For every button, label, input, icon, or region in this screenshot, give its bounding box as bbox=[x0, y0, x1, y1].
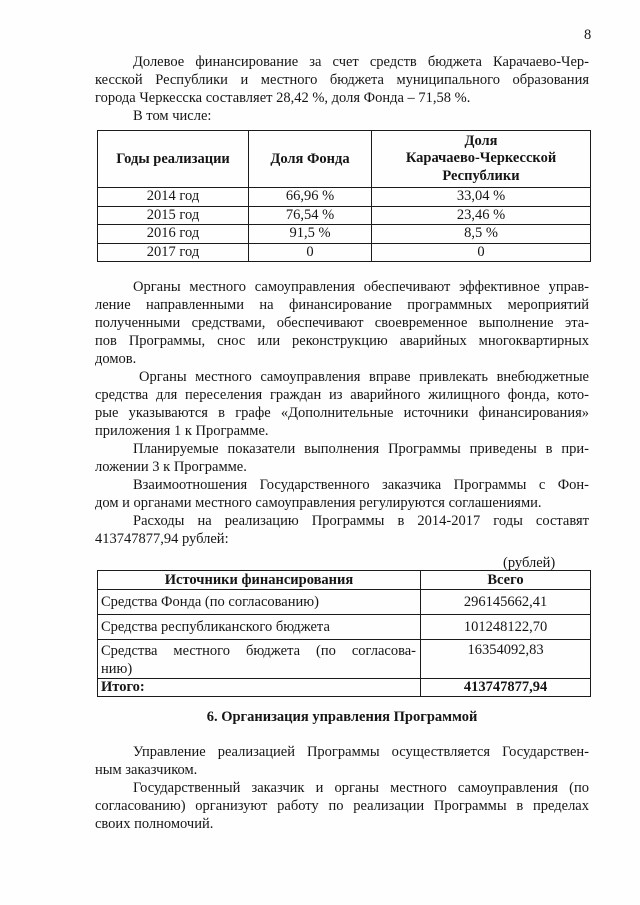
text-line: дом и органами местного самоуправления регулируются соглашениями. bbox=[95, 495, 542, 511]
republic-share-cell: 23,46 % bbox=[372, 206, 591, 225]
text-line: домов. bbox=[95, 351, 137, 367]
header-line: Карачаево-Черкесской bbox=[405, 150, 557, 167]
text-line: Органы местного самоуправления обеспечивают эффективное управ- bbox=[133, 279, 589, 295]
text-line: Планируемые показатели выполнения Программы приведены в при- bbox=[133, 441, 589, 457]
text-line: средства для переселения граждан из аварийного жилищного фонда, кото- bbox=[95, 387, 589, 403]
text-line: Средства Фонда (по согласованию) bbox=[101, 594, 319, 610]
text-line: Средства республиканского бюджета bbox=[101, 619, 330, 635]
section-heading: 6. Организация управления Программой bbox=[206, 709, 478, 725]
header-total: Всего bbox=[421, 571, 591, 590]
header-line: Республики bbox=[442, 167, 520, 184]
paragraph bbox=[95, 779, 589, 833]
text-line: Долевое финансирование за счет средств бюджета Карачаево-Чер- bbox=[133, 54, 589, 70]
text-line: своих полномочий. bbox=[95, 816, 214, 832]
header-republic-share bbox=[372, 131, 591, 188]
table-row bbox=[98, 640, 591, 679]
text-line: нию) bbox=[101, 661, 133, 677]
text-line: ным заказчиком. bbox=[95, 762, 198, 778]
text-line: 413747877,94 рублей: bbox=[95, 531, 229, 547]
year-cell: 2016 год bbox=[98, 225, 249, 244]
text-line: Государственный заказчик и органы местного самоуправления (по bbox=[133, 780, 589, 796]
currency-unit-label: (рублей) bbox=[503, 555, 556, 571]
page-number: 8 bbox=[584, 27, 592, 43]
funding-table-header-row bbox=[98, 571, 591, 590]
year-cell: 2014 год bbox=[98, 188, 249, 207]
text-line: Средства местного бюджета (по согласова- bbox=[101, 643, 416, 659]
table-row bbox=[98, 243, 591, 262]
paragraph bbox=[95, 743, 589, 779]
fund-share-cell: 66,96 % bbox=[249, 188, 372, 207]
fund-share-cell: 76,54 % bbox=[249, 206, 372, 225]
paragraph bbox=[95, 368, 589, 440]
text-line: города Черкесска составляет 28,42 %, доля Фонда – 71,58 %. bbox=[95, 90, 471, 106]
year-cell: 2015 год bbox=[98, 206, 249, 225]
table-row bbox=[98, 590, 591, 615]
text-line: согласованию) организуют работу по реализации Программы в пределах bbox=[95, 798, 589, 814]
funding-table bbox=[97, 570, 591, 697]
header-years: Годы реализации bbox=[98, 131, 249, 188]
paragraph bbox=[95, 512, 589, 548]
total-amount: 413747877,94 bbox=[421, 679, 591, 697]
table-row bbox=[98, 206, 591, 225]
source-cell bbox=[98, 640, 421, 679]
paragraph bbox=[95, 440, 589, 476]
header-source: Источники финансирования bbox=[98, 571, 421, 590]
paragraph bbox=[95, 278, 589, 368]
paragraph bbox=[95, 476, 589, 512]
header-line: Доля bbox=[464, 132, 498, 149]
republic-share-cell: 0 bbox=[372, 243, 591, 262]
header-fund-share: Доля Фонда bbox=[249, 131, 372, 188]
text-line: пов Программы, снос или реконструкцию аварийных многоквартирных bbox=[95, 333, 589, 349]
text-line: полученными средствами, обеспечивают своевременное выполнение эта- bbox=[95, 315, 589, 331]
text-line: Органы местного самоуправления вправе привлекать внебюджетные bbox=[139, 369, 589, 385]
total-label: Итого: bbox=[98, 679, 421, 697]
text-line: кесской Республики и местного бюджета муниципального образования bbox=[95, 72, 589, 88]
fund-share-cell: 91,5 % bbox=[249, 225, 372, 244]
shares-table-header-row bbox=[98, 131, 591, 188]
amount-cell: 101248122,70 bbox=[421, 615, 591, 640]
table-row bbox=[98, 615, 591, 640]
text-line: Расходы на реализацию Программы в 2014-2017 годы составят bbox=[133, 513, 589, 529]
amount-cell: 16354092,83 bbox=[421, 640, 591, 679]
text-line: рые указываются в графе «Дополнительные источники финансирования» bbox=[95, 405, 589, 421]
text-line: Управление реализацией Программы осуществляется Государствен- bbox=[133, 744, 589, 760]
source-cell bbox=[98, 590, 421, 615]
text-line: ложении 3 к Программе. bbox=[95, 459, 247, 475]
table-row bbox=[98, 188, 591, 207]
republic-share-cell: 8,5 % bbox=[372, 225, 591, 244]
table-row bbox=[98, 225, 591, 244]
text-line: Взаимоотношения Государственного заказчика Программы с Фон- bbox=[133, 477, 589, 493]
amount-cell: 296145662,41 bbox=[421, 590, 591, 615]
shares-table bbox=[97, 130, 591, 262]
body-text bbox=[95, 278, 589, 548]
text-line: приложения 1 к Программе. bbox=[95, 423, 269, 439]
text-line: ление направленными на финансирование программных мероприятий bbox=[95, 297, 589, 313]
total-row bbox=[98, 679, 591, 697]
section-6-text bbox=[95, 743, 589, 833]
intro-lead: В том числе: bbox=[133, 108, 212, 124]
year-cell: 2017 год bbox=[98, 243, 249, 262]
republic-share-cell: 33,04 % bbox=[372, 188, 591, 207]
intro-paragraph bbox=[95, 53, 589, 125]
source-cell bbox=[98, 615, 421, 640]
fund-share-cell: 0 bbox=[249, 243, 372, 262]
